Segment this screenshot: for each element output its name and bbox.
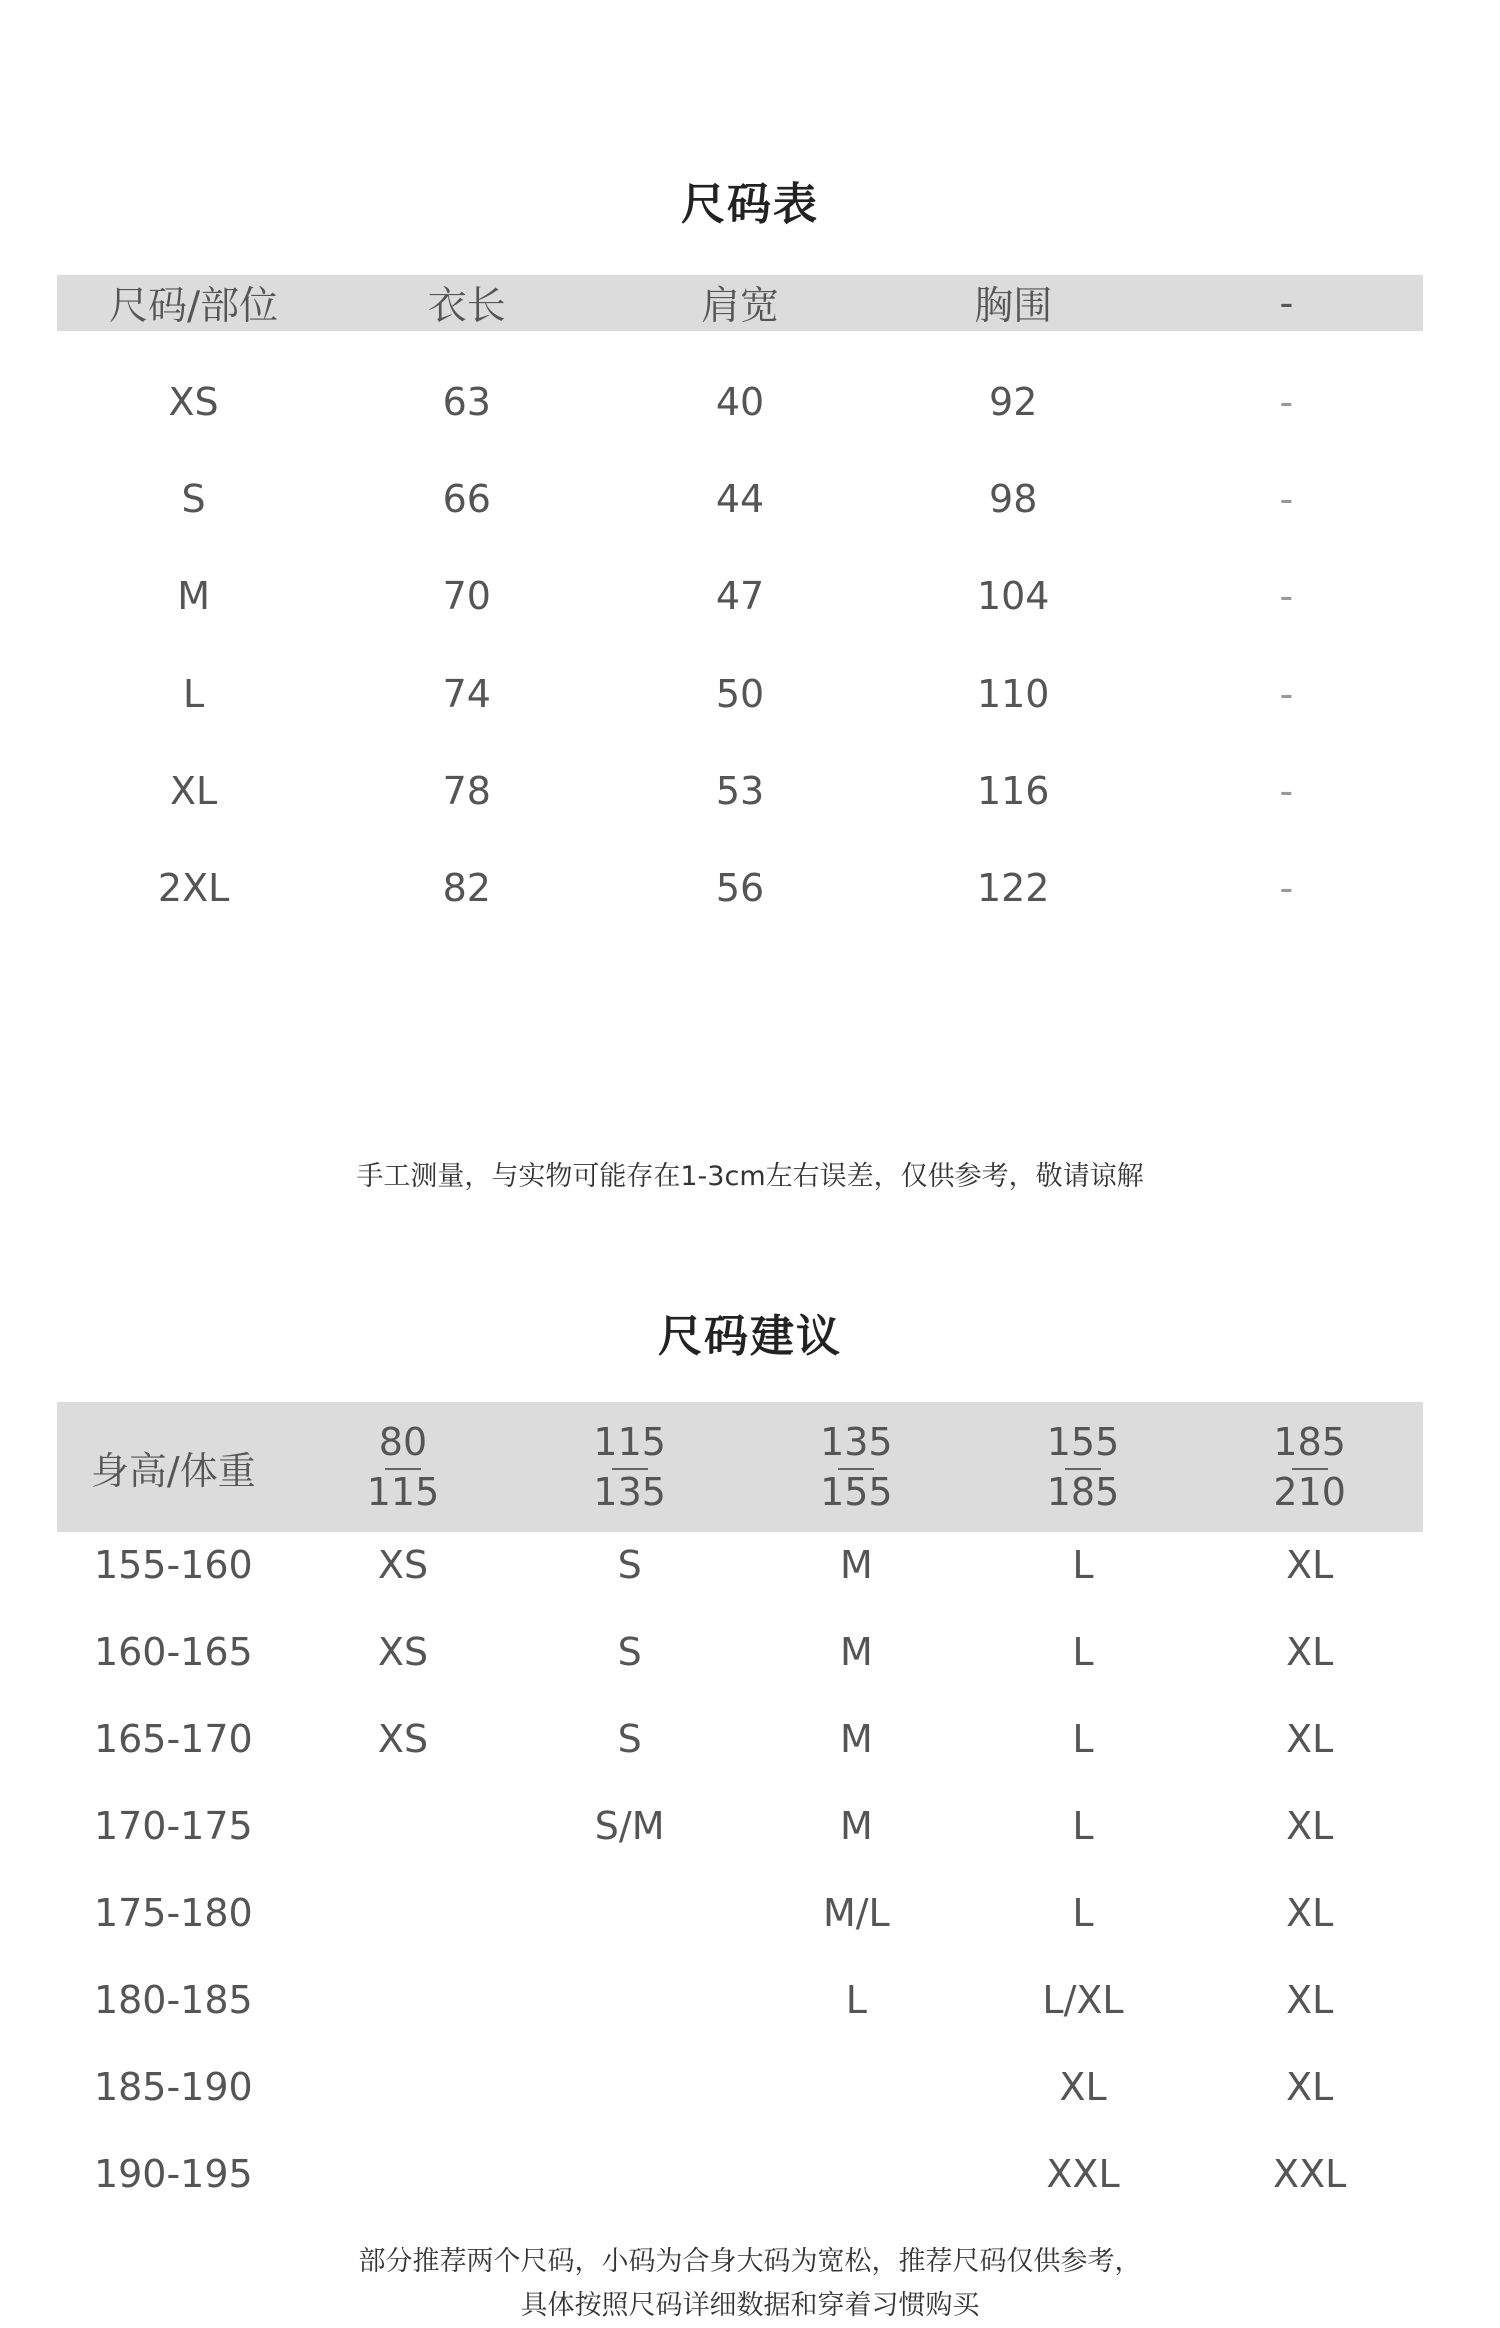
- height-cell: 155-160: [93, 1543, 253, 1587]
- height-cell: 185-190: [93, 2065, 253, 2109]
- weight-range-bottom: 115: [366, 1470, 440, 1514]
- weight-range-4: [970, 1417, 1197, 1517]
- table-row: [57, 1970, 1423, 2030]
- length-cell: 63: [442, 380, 491, 424]
- size-cell: XS: [377, 1630, 429, 1674]
- shoulder-cell: 53: [715, 769, 765, 813]
- weight-range-top: 155: [1047, 1417, 1120, 1467]
- table-row: [57, 372, 1423, 432]
- measurement-note: 手工测量，与实物可能存在1-3cm左右误差，仅供参考，敬请谅解: [356, 1161, 1144, 1192]
- size-advice-header-row: [57, 1402, 1423, 1532]
- table-row: [57, 1883, 1423, 1943]
- advice-note-line2: 具体按照尺码详细数据和穿着习惯购买: [520, 2290, 980, 2321]
- height-cell: 180-185: [93, 1978, 253, 2022]
- weight-range-3: [743, 1417, 970, 1517]
- table-row: [57, 566, 1423, 626]
- chest-cell: 122: [976, 866, 1050, 910]
- height-cell: 190-195: [93, 2152, 253, 2196]
- extra-cell: -: [1279, 380, 1294, 424]
- size-cell: M: [839, 1543, 873, 1587]
- size-cell: M: [177, 574, 210, 618]
- weight-range-bottom: 135: [593, 1470, 666, 1514]
- size-cell: XS: [377, 1717, 429, 1761]
- header-size-part: 尺码/部位: [109, 284, 279, 329]
- height-cell: 160-165: [93, 1630, 253, 1674]
- weight-range-1: [290, 1417, 517, 1517]
- size-cell: S: [617, 1543, 642, 1587]
- height-cell: 175-180: [93, 1891, 253, 1935]
- chest-cell: 110: [976, 672, 1050, 716]
- chest-cell: 104: [976, 574, 1050, 618]
- header-chest: 胸围: [974, 284, 1053, 329]
- advice-note-line1: 部分推荐两个尺码，小码为合身大码为宽松，推荐尺码仅供参考，: [358, 2246, 1142, 2277]
- chest-cell: 92: [989, 380, 1038, 424]
- size-chart-title: 尺码表: [681, 179, 819, 230]
- header-length: 衣长: [427, 284, 506, 329]
- size-cell: XL: [1286, 1978, 1334, 2022]
- size-cell: XL: [1286, 1717, 1334, 1761]
- size-cell: 2XL: [157, 866, 230, 910]
- size-cell: L: [1072, 1543, 1094, 1587]
- table-row: [57, 761, 1423, 821]
- size-advice-title: 尺码建议: [658, 1311, 842, 1362]
- size-cell: L: [1072, 1717, 1094, 1761]
- shoulder-cell: 50: [715, 672, 765, 716]
- extra-cell: -: [1279, 672, 1294, 716]
- size-cell: L: [1072, 1630, 1094, 1674]
- size-cell: L: [845, 1978, 867, 2022]
- shoulder-cell: 56: [715, 866, 765, 910]
- size-cell: M: [839, 1717, 873, 1761]
- size-cell: XS: [168, 380, 219, 424]
- size-cell: S/M: [594, 1804, 665, 1848]
- weight-range-top: 185: [1273, 1417, 1346, 1467]
- shoulder-cell: 44: [715, 477, 765, 521]
- size-cell: XL: [1286, 1630, 1334, 1674]
- size-cell: L: [1072, 1804, 1094, 1848]
- weight-range-bottom: 155: [820, 1470, 893, 1514]
- size-cell: L: [1072, 1891, 1094, 1935]
- length-cell: 66: [442, 477, 491, 521]
- size-cell: M: [839, 1630, 873, 1674]
- table-row: [57, 469, 1423, 529]
- size-cell: XXL: [1273, 2152, 1347, 2196]
- size-cell: M/L: [822, 1891, 890, 1935]
- length-cell: 70: [442, 574, 491, 618]
- header-shoulder: 肩宽: [701, 284, 780, 329]
- table-row: [57, 1622, 1423, 1682]
- size-chart-header-row: [57, 275, 1423, 331]
- table-row: [57, 1709, 1423, 1769]
- size-cell: XL: [1286, 1543, 1334, 1587]
- extra-cell: -: [1279, 574, 1294, 618]
- length-cell: 74: [442, 672, 491, 716]
- table-row: [57, 2057, 1423, 2117]
- size-cell: XL: [1059, 2065, 1107, 2109]
- weight-range-5: [1196, 1417, 1423, 1517]
- size-cell: XL: [170, 769, 218, 813]
- size-cell: XS: [377, 1543, 429, 1587]
- length-cell: 82: [442, 866, 491, 910]
- length-cell: 78: [442, 769, 491, 813]
- table-row: [57, 858, 1423, 918]
- chest-cell: 98: [989, 477, 1038, 521]
- size-cell: XL: [1286, 1891, 1334, 1935]
- weight-range-top: 135: [820, 1417, 893, 1467]
- shoulder-cell: 40: [715, 380, 765, 424]
- size-cell: L: [183, 672, 205, 716]
- size-cell: XXL: [1046, 2152, 1120, 2196]
- header-extra: -: [1279, 280, 1294, 326]
- header-height-weight: 身高/体重: [90, 1448, 256, 1493]
- shoulder-cell: 47: [715, 574, 765, 618]
- table-row: [57, 2144, 1423, 2204]
- size-cell: S: [181, 477, 206, 521]
- size-cell: M: [839, 1804, 873, 1848]
- weight-range-bottom: 210: [1273, 1470, 1346, 1514]
- size-cell: XL: [1286, 1804, 1334, 1848]
- table-row: [57, 664, 1423, 724]
- weight-range-top: 115: [593, 1417, 666, 1467]
- table-row: [57, 1796, 1423, 1856]
- weight-range-bottom: 185: [1046, 1470, 1120, 1514]
- height-cell: 170-175: [93, 1804, 253, 1848]
- extra-cell: -: [1279, 477, 1294, 521]
- extra-cell: -: [1279, 866, 1294, 910]
- extra-cell: -: [1279, 769, 1294, 813]
- weight-range-2: [516, 1417, 743, 1517]
- size-cell: L/XL: [1042, 1978, 1124, 2022]
- height-cell: 165-170: [93, 1717, 253, 1761]
- size-cell: S: [617, 1630, 642, 1674]
- chest-cell: 116: [976, 769, 1050, 813]
- size-cell: S: [617, 1717, 642, 1761]
- size-cell: XL: [1286, 2065, 1334, 2109]
- table-row: [57, 1535, 1423, 1595]
- weight-range-top: 80: [379, 1417, 427, 1467]
